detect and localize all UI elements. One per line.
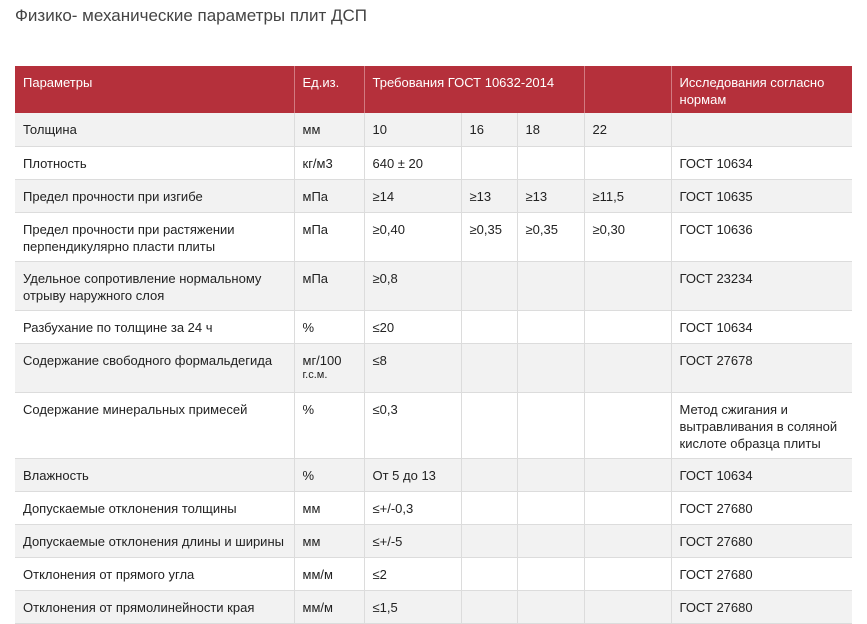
table-row [15, 212, 852, 261]
value-10-cell-text: ≤+/-0,3 [372, 500, 414, 516]
research-cell-text: ГОСТ 10634 [679, 467, 753, 483]
value-18-cell [517, 179, 584, 212]
value-16-cell [461, 343, 517, 392]
param-cell-text: Влажность [23, 467, 89, 483]
value-16-cell [461, 458, 517, 491]
unit-cell [294, 458, 364, 491]
table-row [15, 146, 852, 179]
research-cell [671, 392, 852, 458]
research-cell [671, 343, 852, 392]
value-22-cell [584, 458, 671, 491]
value-22-cell [584, 590, 671, 623]
value-22-cell-text: ≥11,5 [592, 188, 624, 204]
param-cell [15, 557, 294, 590]
value-10-cell-text: ≤20 [372, 319, 395, 335]
param-cell-text: Допускаемые отклонения толщины [23, 500, 237, 516]
value-16-cell [461, 491, 517, 524]
research-cell [671, 310, 852, 343]
value-16-cell-text: 16 [469, 122, 484, 137]
param-cell-text: Отклонения от прямого угла [23, 566, 195, 582]
param-cell [15, 392, 294, 458]
value-16-cell [461, 310, 517, 343]
value-18-cell-text: ≥0,35 [525, 221, 558, 237]
table-header [15, 66, 852, 113]
unit-cell-text: мПа [302, 221, 329, 237]
unit-cell [294, 392, 364, 458]
value-22-cell-text: 22 [592, 122, 607, 137]
value-16-cell [461, 146, 517, 179]
value-18-cell [517, 524, 584, 557]
unit-cell [294, 146, 364, 179]
value-18-cell [517, 458, 584, 491]
param-cell-text: Разбухание по толщине за 24 ч [23, 319, 213, 335]
value-10-cell-text: ≤+/-5 [372, 533, 403, 549]
research-cell-text: ГОСТ 23234 [679, 270, 753, 286]
param-cell [15, 179, 294, 212]
param-cell [15, 343, 294, 392]
value-18-cell [517, 146, 584, 179]
table-row [15, 557, 852, 590]
unit-cell [294, 179, 364, 212]
value-10-cell [364, 491, 461, 524]
value-18-cell [517, 212, 584, 261]
value-16-cell-text: ≥0,35 [469, 221, 502, 237]
research-cell [671, 261, 852, 310]
value-22-cell [584, 146, 671, 179]
header-research: Исследования согласно нормам [671, 66, 852, 113]
param-cell-text: Предел прочности при изгибе [23, 188, 203, 204]
value-16-cell [461, 261, 517, 310]
value-18-cell [517, 392, 584, 458]
research-cell-text: Метод сжигания и вытравливания в соляной кислоте образца плиты [679, 401, 838, 451]
unit-cell [294, 343, 364, 392]
param-cell [15, 491, 294, 524]
research-cell-text: ГОСТ 27680 [679, 533, 753, 549]
unit-cell-text: мм [302, 533, 321, 549]
value-22-cell [584, 212, 671, 261]
value-10-cell [364, 458, 461, 491]
unit-cell-text: мм/м [302, 566, 333, 582]
header-blank [584, 66, 671, 113]
unit-cell-text: % [302, 467, 315, 483]
value-22-cell-text: ≥0,30 [592, 221, 625, 237]
unit-cell [294, 113, 364, 146]
research-cell [671, 212, 852, 261]
parameters-table [15, 66, 852, 624]
value-10-cell [364, 113, 461, 146]
param-cell-text: Содержание свободного формальдегида [23, 352, 273, 368]
header-row [15, 66, 852, 113]
unit-cell-text: мм [302, 122, 321, 137]
research-cell-text: ГОСТ 27680 [679, 566, 753, 582]
unit-sub-text: г.с.м. [302, 368, 328, 381]
param-cell [15, 310, 294, 343]
param-cell-text: Плотность [23, 155, 87, 171]
research-cell-text: ГОСТ 10636 [679, 221, 753, 237]
value-10-cell-text: 10 [372, 122, 387, 137]
value-22-cell [584, 392, 671, 458]
research-cell-text: ГОСТ 27678 [679, 352, 753, 368]
research-cell-text: ГОСТ 10634 [679, 155, 753, 171]
value-18-cell [517, 343, 584, 392]
value-10-cell-text: ≥0,40 [372, 221, 405, 237]
param-cell-text: Удельное сопротивление нормальному отрыву наружного слоя [23, 270, 262, 303]
unit-cell [294, 524, 364, 557]
param-cell [15, 212, 294, 261]
value-10-cell-text: ≤0,3 [372, 401, 398, 417]
param-cell-text: Отклонения от прямолинейности края [23, 599, 255, 615]
value-16-cell [461, 212, 517, 261]
param-cell [15, 261, 294, 310]
table-body [15, 113, 852, 623]
table-row [15, 458, 852, 491]
table-row [15, 310, 852, 343]
param-cell [15, 458, 294, 491]
value-18-cell [517, 557, 584, 590]
table-row [15, 179, 852, 212]
value-10-cell-text: ≤8 [372, 352, 387, 368]
unit-cell [294, 557, 364, 590]
value-16-cell [461, 392, 517, 458]
value-22-cell [584, 491, 671, 524]
param-cell-text: Содержание минеральных примесей [23, 401, 248, 417]
unit-cell-text: мПа [302, 270, 329, 286]
value-22-cell [584, 343, 671, 392]
value-10-cell-text: ≥0,8 [372, 270, 398, 286]
value-10-cell [364, 557, 461, 590]
value-22-cell [584, 557, 671, 590]
unit-cell-text: кг/м3 [302, 155, 333, 171]
param-cell [15, 590, 294, 623]
param-cell-text: Допускаемые отклонения длины и ширины [23, 533, 284, 549]
unit-cell [294, 212, 364, 261]
param-cell-text: Предел прочности при растяжении перпендикулярно пласти плиты [23, 221, 235, 254]
header-gost: Требования ГОСТ 10632-2014 [364, 66, 584, 113]
value-18-cell [517, 590, 584, 623]
table-row [15, 392, 852, 458]
value-18-cell-text: ≥13 [525, 188, 548, 204]
table-row [15, 343, 852, 392]
header-param: Параметры [15, 66, 294, 113]
param-cell [15, 113, 294, 146]
value-10-cell [364, 343, 461, 392]
value-10-cell [364, 179, 461, 212]
value-10-cell [364, 310, 461, 343]
value-10-cell [364, 524, 461, 557]
unit-cell [294, 590, 364, 623]
research-cell-text: ГОСТ 10634 [679, 319, 753, 335]
value-18-cell [517, 491, 584, 524]
value-22-cell [584, 261, 671, 310]
value-16-cell [461, 524, 517, 557]
value-22-cell [584, 310, 671, 343]
unit-cell-text: мПа [302, 188, 329, 204]
value-10-cell [364, 590, 461, 623]
unit-cell-text: мм [302, 500, 321, 516]
unit-cell-text: % [302, 401, 315, 417]
value-18-cell [517, 310, 584, 343]
table-row [15, 524, 852, 557]
unit-cell-text: % [302, 319, 315, 335]
research-cell-text: ГОСТ 10635 [679, 188, 753, 204]
unit-cell-text: мг/100 [302, 352, 342, 368]
unit-cell [294, 491, 364, 524]
unit-cell-text: мм/м [302, 599, 333, 615]
param-cell [15, 524, 294, 557]
value-10-cell-text: 640 ± 20 [372, 155, 424, 171]
value-16-cell-text: ≥13 [469, 188, 492, 204]
research-cell [671, 524, 852, 557]
value-18-cell [517, 261, 584, 310]
unit-cell [294, 310, 364, 343]
header-unit: Ед.из. [294, 66, 364, 113]
value-18-cell-text: 18 [525, 122, 540, 137]
value-16-cell [461, 557, 517, 590]
value-10-cell [364, 146, 461, 179]
value-16-cell [461, 590, 517, 623]
value-10-cell [364, 212, 461, 261]
param-cell-text: Толщина [23, 122, 77, 137]
table-row [15, 590, 852, 623]
page-title: Физико- механические параметры плит ДСП [15, 6, 367, 25]
value-22-cell [584, 524, 671, 557]
research-cell-text: ГОСТ 27680 [679, 500, 753, 516]
value-22-cell [584, 113, 671, 146]
table-row [15, 261, 852, 310]
research-cell [671, 179, 852, 212]
research-cell [671, 146, 852, 179]
value-18-cell [517, 113, 584, 146]
research-cell-text: ГОСТ 27680 [679, 599, 753, 615]
value-10-cell-text: ≥14 [372, 188, 395, 204]
research-cell [671, 557, 852, 590]
value-10-cell-text: От 5 до 13 [372, 467, 436, 483]
value-22-cell [584, 179, 671, 212]
table-row [15, 491, 852, 524]
value-10-cell-text: ≤2 [372, 566, 387, 582]
value-16-cell [461, 113, 517, 146]
value-16-cell [461, 179, 517, 212]
research-cell [671, 113, 852, 146]
unit-cell [294, 261, 364, 310]
value-10-cell [364, 392, 461, 458]
value-10-cell-text: ≤1,5 [372, 599, 398, 615]
table-row [15, 113, 852, 146]
param-cell [15, 146, 294, 179]
research-cell [671, 590, 852, 623]
research-cell [671, 458, 852, 491]
research-cell [671, 491, 852, 524]
value-10-cell [364, 261, 461, 310]
